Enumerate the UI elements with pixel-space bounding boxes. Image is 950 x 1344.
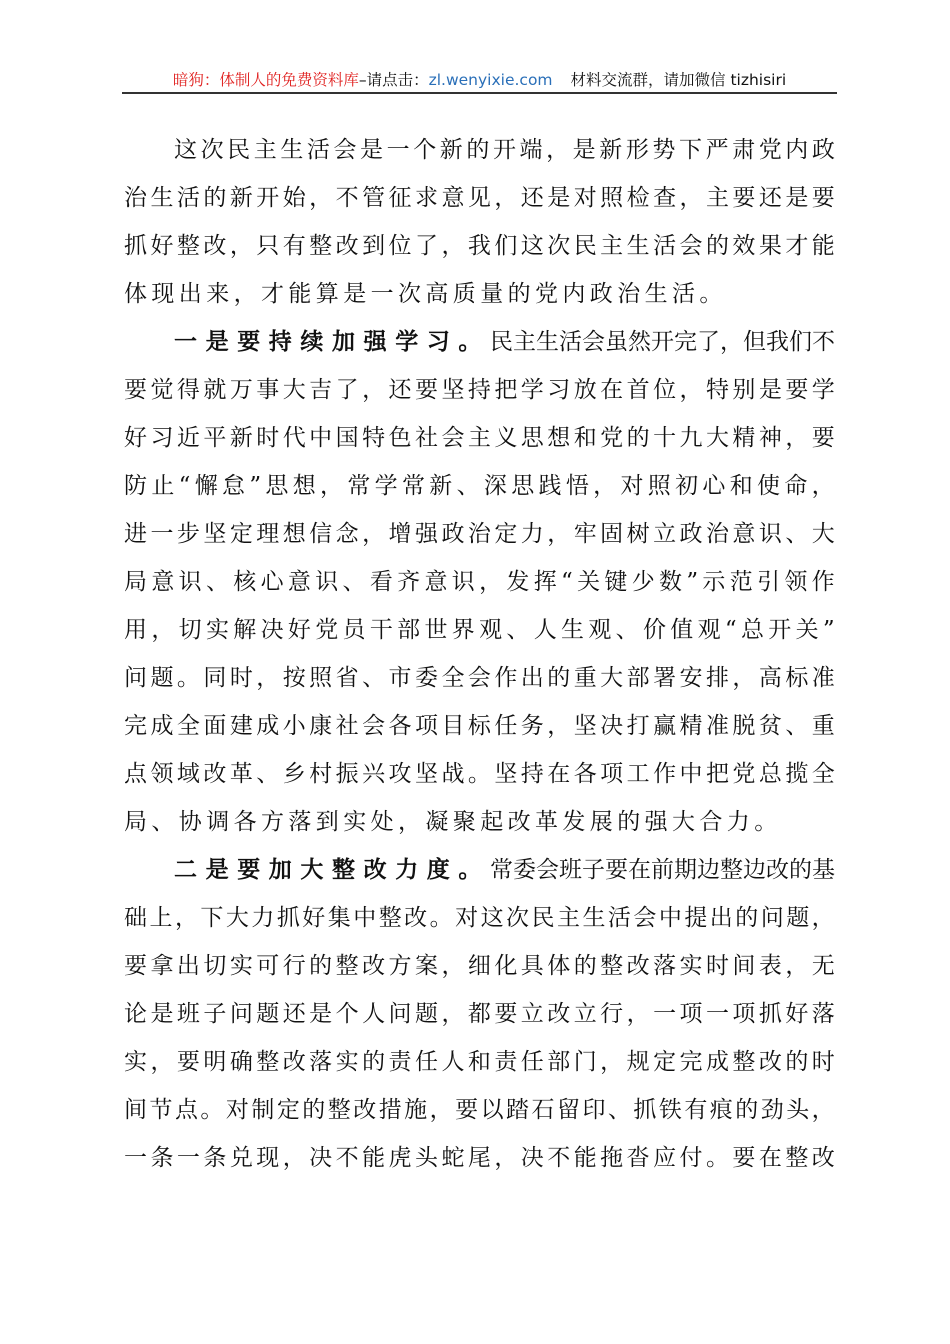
text-line [124,1138,835,1186]
line-text: 一 条 一 条 兑 现 ， 决 不 能 虎 头 蛇 尾 ， 决 不 能 拖 沓 应 付 。 要 在 整 改 [124,1145,835,1171]
text-line [124,898,835,946]
text-line [124,130,835,178]
line-text: 抓 好 整 改 ， 只 有 整 改 到 位 了 ， 我 们 这 次 民 主 生 活 会 的 效 果 才 能 [124,233,835,259]
line-text: 要 拿 出 切 实 可 行 的 整 改 方 案 ， 细 化 具 体 的 整 改 落 实 时 间 表 ， 无 [124,953,835,979]
group-text: 材料交流群，请加微信 tizhisiri [570,71,787,89]
text-line [124,658,835,706]
text-line [124,514,835,562]
text-line [124,706,835,754]
text-line [124,610,835,658]
line-text: 体现出来，才能算是一次高质量的党内政治生活。 [124,281,727,307]
line-text: 民 主 生 活 会 虽 然 开 完 了 ， 但 我 们 不 [490,329,835,355]
text-line [124,1090,835,1138]
line-text: 点 领 域 改 革 、 乡 村 振 兴 攻 坚 战 。 坚 持 在 各 项 工 作 中 把 党 总 揽 全 [124,761,835,787]
header-divider [122,92,837,94]
line-text: 治 生 活 的 新 开 始 ， 不 管 征 求 意 见 ， 还 是 对 照 检 查 ， 主 要 还 是 要 [124,185,835,211]
line-text: 完 成 全 面 建 成 小 康 社 会 各 项 目 标 任 务 ， 坚 决 打 赢 精 准 脱 贫 、 重 [124,713,835,739]
section-heading: 一是要持续加强学习。 [174,329,490,355]
section-heading: 二是要加大整改力度。 [174,857,490,883]
line-text: 常 委 会 班 子 要 在 前 期 边 整 边 改 的 基 [490,857,835,883]
line-text: 问 题 。 同 时 ， 按 照 省 、 市 委 全 会 作 出 的 重 大 部 署 安 排 ， 高 标 准 [124,665,835,691]
text-line [124,466,835,514]
line-text: 论 是 班 子 问 题 还 是 个 人 问 题 ， 都 要 立 改 立 行 ， 一 项 一 项 抓 好 落 [124,1001,835,1027]
text-line [124,370,835,418]
text-line [124,802,835,850]
line-text: 实 ， 要 明 确 整 改 落 实 的 责 任 人 和 责 任 部 门 ， 规 定 完 成 整 改 的 时 [124,1049,835,1075]
text-line [124,994,835,1042]
line-text: 局 意 识 、 核 心 意 识 、 看 齐 意 识 ， 发 挥 “ 关 键 少 数 ” 示 范 引 领 作 [124,569,835,595]
line-text: 础 上 ， 下 大 力 抓 好 集 中 整 改 。 对 这 次 民 主 生 活 会 中 提 出 的 问 题 ， [124,905,835,931]
line-text: 用 ， 切 实 解 决 好 党 员 干 部 世 界 观 、 人 生 观 、 价 值 观 “ 总 开 关 ” [124,617,835,643]
site-link[interactable]: zl.wenyixie.com [428,71,553,89]
line-text: 这 次 民 主 生 活 会 是 一 个 新 的 开 端 ， 是 新 形 势 下 严 肃 党 内 政 [174,137,835,163]
page-header [122,68,837,92]
text-line [124,274,835,322]
text-line [124,322,835,370]
text-line [124,850,835,898]
site-label: 暗狗：体制人的免费资料库 [172,71,359,89]
text-line [124,946,835,994]
text-line [124,418,835,466]
line-text: 防 止 “ 懈 怠 ” 思 想 ， 常 学 常 新 、 深 思 践 悟 ， 对 照 初 心 和 使 命 ， [124,473,835,499]
text-line [124,754,835,802]
line-text: 局、协调各方落到实处，凝聚起改革发展的强大合力。 [124,809,782,835]
text-line [124,1042,835,1090]
text-line [124,178,835,226]
click-label: –请点击： [358,71,429,89]
line-text: 间 节 点 。 对 制 定 的 整 改 措 施 ， 要 以 踏 石 留 印 、 抓 铁 有 痕 的 劲 头 ， [124,1097,835,1123]
line-text: 好 习 近 平 新 时 代 中 国 特 色 社 会 主 义 思 想 和 党 的 十 九 大 精 神 ， 要 [124,425,835,451]
line-text: 要 觉 得 就 万 事 大 吉 了 ， 还 要 坚 持 把 学 习 放 在 首 位 ， 特 别 是 要 学 [124,377,835,403]
text-line [124,562,835,610]
document-body [124,130,835,1186]
line-text: 进 一 步 坚 定 理 想 信 念 ， 增 强 政 治 定 力 ， 牢 固 树 立 政 治 意 识 、 大 [124,521,835,547]
text-line [124,226,835,274]
